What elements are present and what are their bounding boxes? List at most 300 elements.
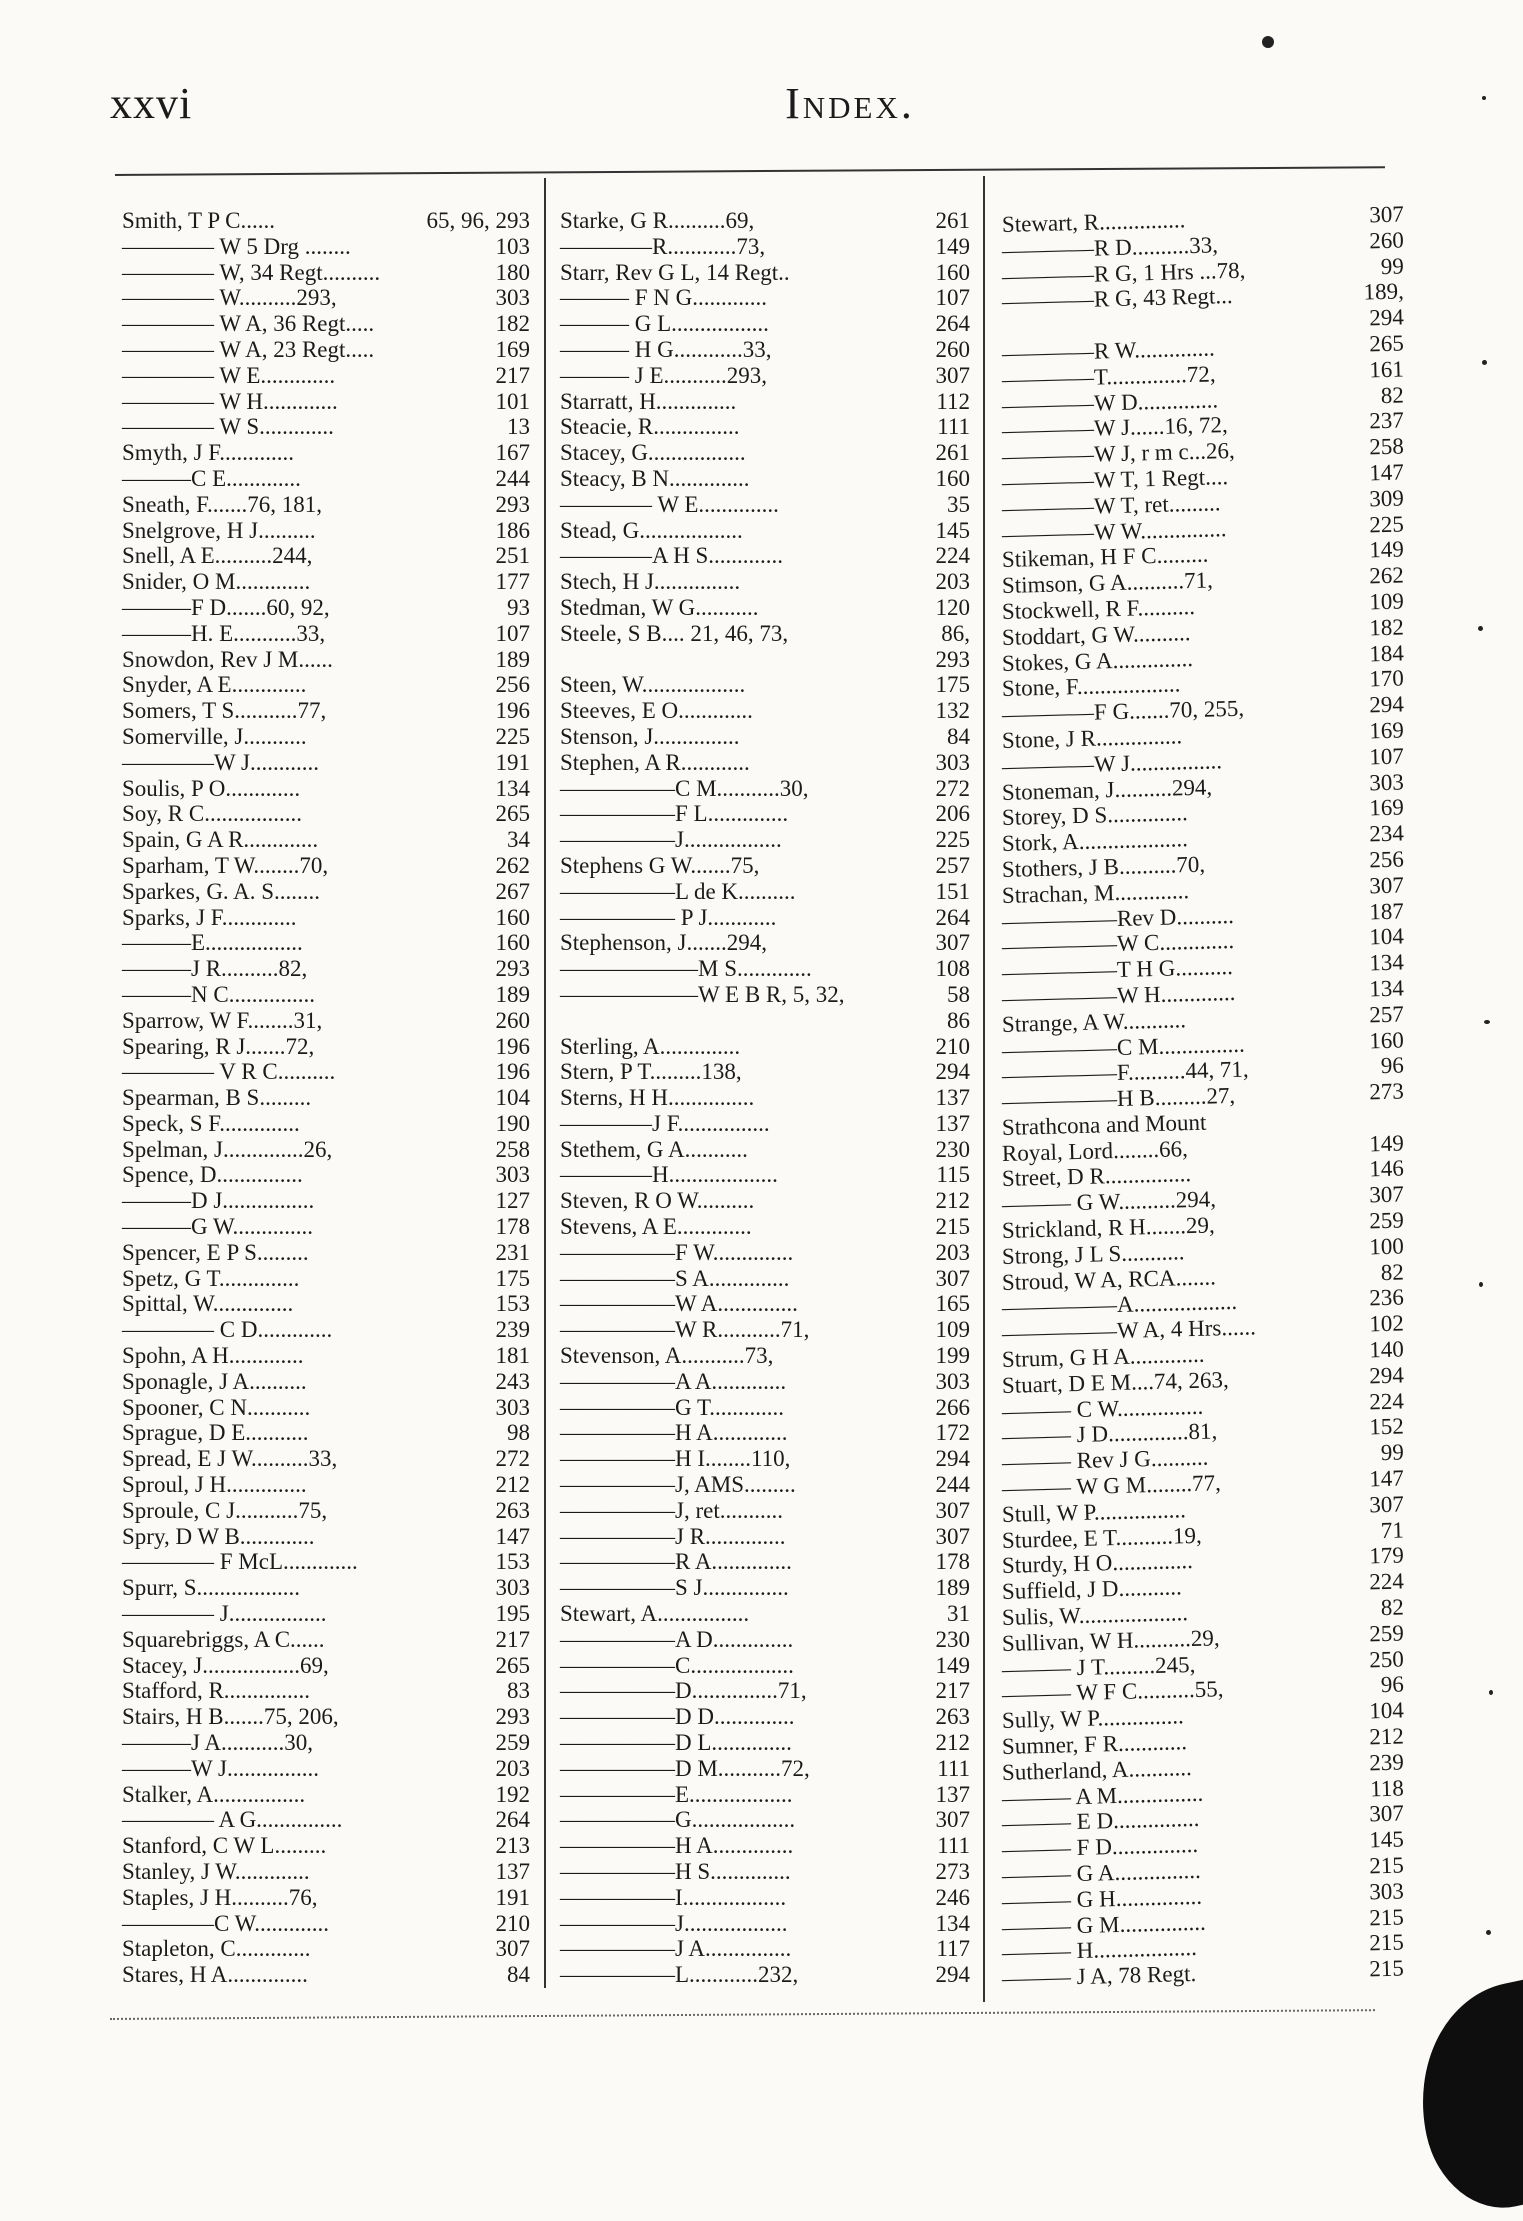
entry-name: Sully, W P...............	[1001, 1703, 1184, 1734]
entry-pages: 293	[495, 956, 530, 982]
entry-pages: 140	[1369, 1336, 1405, 1363]
entry-name: Stafford, R...............	[122, 1678, 311, 1704]
index-entry	[560, 285, 970, 311]
entry-name: ——— J E...........293,	[560, 362, 767, 388]
entry-name: Sterling, A..............	[560, 1033, 741, 1059]
index-entry	[560, 1008, 970, 1034]
entry-pages: 169	[495, 336, 530, 362]
entry-pages: 256	[495, 672, 530, 698]
index-entry	[122, 1911, 530, 1937]
entry-pages: 189	[935, 1575, 970, 1601]
index-entry	[560, 1137, 970, 1163]
entry-name: ——— G H...............	[1001, 1883, 1203, 1914]
entry-name: ——— W F C..........55,	[1001, 1676, 1224, 1708]
entry-pages: 160	[495, 904, 530, 930]
entry-name: ———J A...........30,	[122, 1730, 314, 1756]
entry-pages: 273	[935, 1859, 970, 1884]
index-entry	[560, 492, 970, 518]
entry-pages: 260	[935, 336, 970, 362]
entry-name: Snyder, A E.............	[122, 672, 307, 698]
entry-name: —————J, AMS.........	[560, 1472, 796, 1498]
entry-pages: 149	[1369, 536, 1405, 563]
index-entry	[560, 930, 970, 956]
entry-pages: 231	[495, 1239, 530, 1265]
entry-name: ———C E.............	[122, 465, 301, 491]
entry-pages: 99	[1380, 253, 1405, 279]
entry-name: Soulis, P O.............	[122, 775, 301, 801]
index-entry	[560, 234, 970, 260]
entry-name: Stethem, G A...........	[560, 1136, 748, 1162]
entry-name: ———— W S.............	[122, 414, 334, 440]
entry-pages: 137	[935, 1110, 970, 1136]
entry-pages: 181	[495, 1343, 530, 1369]
entry-name: ——— J D..............81,	[1001, 1418, 1218, 1450]
entry-pages: 172	[935, 1420, 970, 1446]
entry-name: —————H A.............	[560, 1420, 788, 1446]
entry-name: ——— E D...............	[1001, 1806, 1200, 1837]
index-entry	[122, 1498, 530, 1524]
entry-name: ———H. E...........33,	[122, 620, 326, 646]
entry-name: —————D M...........72,	[560, 1755, 810, 1781]
entry-name: ——— G A...............	[1001, 1857, 1201, 1888]
entry-pages: 147	[1369, 459, 1405, 486]
entry-pages: 100	[1369, 1233, 1405, 1260]
entry-name: —————J A...............	[560, 1936, 792, 1962]
index-entry	[122, 1936, 530, 1962]
entry-pages: 93	[507, 594, 530, 620]
index-entry	[122, 1343, 530, 1369]
entry-name: ———— W A, 36 Regt.....	[122, 311, 375, 337]
index-entry	[560, 1730, 970, 1756]
index-entry	[122, 1472, 530, 1498]
entry-name: Snelgrove, H J..........	[122, 517, 316, 543]
entry-pages: 217	[935, 1678, 970, 1704]
entry-name: ————W J, r m c...26,	[1001, 438, 1236, 470]
entry-pages: 273	[1369, 1078, 1405, 1105]
entry-pages: 250	[1369, 1646, 1405, 1673]
index-entry	[560, 956, 970, 982]
index-entry	[560, 1704, 970, 1730]
entry-pages: 212	[935, 1188, 970, 1214]
entry-pages: 307	[935, 1265, 970, 1291]
entry-pages: 259	[1369, 1207, 1405, 1234]
index-entry	[122, 337, 530, 363]
entry-pages: 175	[495, 1265, 530, 1291]
index-entry	[122, 1524, 530, 1550]
entry-name: Steen, W..................	[560, 672, 746, 698]
entry-name: Stephen, A R............	[560, 749, 750, 775]
entry-pages: 244	[495, 465, 530, 491]
entry-name: ————F G.......70, 255,	[1001, 695, 1245, 728]
entry-name: ————W J............	[122, 749, 319, 775]
entry-pages: 137	[495, 1859, 530, 1884]
index-entry	[122, 1059, 530, 1085]
entry-name: Spittal, W..............	[122, 1291, 294, 1317]
entry-name: —————A A.............	[560, 1368, 787, 1394]
entry-pages: 259	[1369, 1620, 1405, 1647]
index-entry	[560, 1833, 970, 1859]
entry-name: Stoddart, G W..........	[1001, 619, 1191, 650]
entry-name: Sprague, D E...........	[122, 1420, 309, 1446]
index-entry	[560, 1678, 970, 1704]
entry-name: —————H A..............	[560, 1833, 794, 1859]
index-entry	[122, 1653, 530, 1679]
entry-name: ——— G W..........294,	[1001, 1186, 1217, 1218]
entry-pages: 145	[935, 517, 970, 543]
top-rule	[115, 166, 1385, 176]
entry-name: Starke, G R..........69,	[560, 208, 755, 233]
entry-name: —————L de K..........	[560, 878, 796, 904]
entry-pages: 134	[495, 775, 530, 801]
entry-name: Stone, J R...............	[1001, 723, 1183, 753]
entry-name: ————W T, ret.........	[1001, 490, 1221, 521]
entry-pages: 307	[495, 1936, 530, 1962]
entry-pages: 189	[495, 646, 530, 672]
entry-name: Strum, G H A.............	[1001, 1341, 1205, 1373]
entry-name: ————R............73,	[560, 233, 766, 259]
entry-pages: 264	[935, 904, 970, 930]
entry-pages: 196	[495, 698, 530, 724]
index-entry	[560, 389, 970, 415]
entry-pages: 99	[1380, 1439, 1405, 1466]
entry-name: Spohn, A H.............	[122, 1343, 304, 1369]
entry-pages: 196	[495, 1033, 530, 1059]
entry-pages: 265	[495, 1652, 530, 1678]
entry-name: Sneath, F.......76, 181,	[122, 491, 323, 517]
entry-name: Snowdon, Rev J M......	[122, 646, 333, 672]
entry-name: Stacey, G.................	[560, 440, 746, 466]
entry-name: Sparkes, G. A. S........	[122, 878, 321, 904]
index-entry	[560, 1782, 970, 1808]
index-entry	[122, 1678, 530, 1704]
entry-pages: 127	[495, 1188, 530, 1214]
entry-name: ——— Rev J G..........	[1001, 1444, 1209, 1476]
entry-name: Stone, F..................	[1001, 671, 1181, 702]
index-entry	[560, 1266, 970, 1292]
entry-name: ———— W E..............	[560, 491, 779, 517]
entry-pages: 293	[495, 1704, 530, 1730]
index-entry	[560, 621, 970, 647]
entry-pages: 101	[495, 388, 530, 414]
entry-name: —————G T.............	[560, 1394, 785, 1420]
index-entry	[122, 363, 530, 389]
entry-name: ———— W 5 Drg ........	[122, 233, 351, 259]
entry-pages: 307	[935, 1497, 970, 1523]
entry-name: —————J..................	[560, 1910, 788, 1936]
entry-pages: 257	[935, 852, 970, 878]
index-entry	[122, 1008, 530, 1034]
entry-pages: 230	[935, 1626, 970, 1652]
entry-pages: 169	[1369, 717, 1405, 744]
entry-pages: 303	[1369, 769, 1405, 795]
entry-pages: 31	[947, 1601, 970, 1627]
index-entry	[122, 905, 530, 931]
entry-pages: 256	[1369, 846, 1405, 873]
index-entry	[560, 1575, 970, 1601]
entry-name: ————A H S.............	[560, 543, 783, 569]
entry-name: ———F D.......60, 92,	[122, 594, 330, 620]
index-entry	[122, 1085, 530, 1111]
entry-name: ———N C...............	[122, 981, 315, 1007]
entry-name: Sumner, F R............	[1001, 1729, 1188, 1760]
entry-pages: 307	[1369, 1491, 1405, 1518]
index-entry	[122, 621, 530, 647]
entry-pages: 96	[1380, 1052, 1405, 1079]
index-entry	[122, 1601, 530, 1627]
entry-pages: 265	[495, 801, 530, 827]
entry-pages: 134	[1369, 975, 1405, 1002]
entry-pages: 196	[495, 1059, 530, 1085]
entry-pages: 169	[1369, 794, 1405, 821]
entry-pages: 187	[1369, 897, 1405, 924]
entry-name: Starratt, H..............	[560, 388, 737, 414]
entry-name: ——————M S.............	[560, 956, 812, 982]
entry-pages: 212	[495, 1472, 530, 1498]
entry-pages: 294	[1369, 1362, 1405, 1389]
entry-pages: 153	[495, 1291, 530, 1317]
entry-name: ———— A G...............	[122, 1807, 343, 1833]
entry-pages: 293	[495, 491, 530, 517]
entry-pages: 259	[495, 1730, 530, 1756]
entry-name: ———— F McL.............	[122, 1549, 358, 1575]
entry-pages: 215	[935, 1214, 970, 1240]
entry-pages: 170	[1369, 665, 1405, 692]
entry-name: Stephens G W.......75,	[560, 852, 760, 878]
entry-pages: 104	[1369, 923, 1405, 950]
entry-name: —————A..................	[1001, 1289, 1238, 1321]
entry-name: ————T..............72,	[1001, 361, 1216, 392]
index-entry	[560, 801, 970, 827]
entry-name: Strathcona and Mount	[1001, 1109, 1207, 1140]
entry-pages: 153	[495, 1549, 530, 1575]
index-entry	[560, 1807, 970, 1833]
entry-pages: 118	[1369, 1775, 1405, 1801]
index-entry	[560, 1627, 970, 1653]
entry-pages: 261	[935, 440, 970, 466]
entry-pages: 175	[935, 672, 970, 698]
entry-pages: 225	[1369, 511, 1405, 537]
entry-name: ——— G M...............	[1001, 1909, 1207, 1940]
entry-name: Sparham, T W........70,	[122, 852, 329, 878]
entry-pages: 160	[935, 259, 970, 285]
index-entry	[122, 930, 530, 956]
entry-pages: 307	[1369, 1800, 1405, 1827]
index-entry	[560, 1291, 970, 1317]
entry-name: Sproule, C J...........75,	[122, 1497, 328, 1523]
entry-pages: 117	[936, 1936, 970, 1962]
index-entry	[122, 569, 530, 595]
entry-name: Street, D R...............	[1001, 1161, 1192, 1192]
entry-pages: 224	[1369, 1388, 1405, 1415]
entry-name: —————I..................	[560, 1884, 787, 1910]
index-column-1	[122, 208, 530, 1988]
index-entry	[560, 414, 970, 440]
entry-name: Suffield, J D...........	[1001, 1574, 1183, 1605]
entry-name: —————W R...........71,	[560, 1317, 810, 1343]
index-entry	[560, 1343, 970, 1369]
entry-name: Stech, H J...............	[560, 569, 741, 595]
index-entry	[560, 1653, 970, 1679]
entry-name: Sponagle, J A..........	[122, 1368, 307, 1394]
entry-name: Spry, D W B.............	[122, 1523, 315, 1549]
entry-pages: 217	[495, 362, 530, 388]
entry-name: ——— J T.........245,	[1001, 1651, 1196, 1682]
entry-name: Steeves, E O.............	[560, 698, 753, 724]
entry-name: —————C M...............	[1001, 1031, 1246, 1063]
index-entry	[122, 1962, 530, 1988]
running-head: Index.	[785, 79, 915, 128]
entry-pages: 203	[495, 1755, 530, 1781]
entry-pages: 177	[495, 569, 530, 595]
entry-pages: 96	[1380, 1671, 1405, 1698]
index-entry	[560, 1188, 970, 1214]
index-entry	[560, 1446, 970, 1472]
index-entry	[122, 234, 530, 260]
entry-name: Stevenson, A...........73,	[560, 1343, 774, 1369]
entry-pages: 182	[1369, 614, 1405, 641]
entry-name: ——— W G M........77,	[1001, 1470, 1222, 1502]
entry-name: Stewart, R...............	[1001, 207, 1186, 237]
entry-name: ———— W E.............	[122, 362, 336, 388]
entry-pages: 149	[935, 233, 970, 259]
entry-pages: 83	[507, 1678, 530, 1704]
entry-pages: 160	[1369, 1026, 1405, 1053]
index-entry	[122, 1111, 530, 1137]
entry-pages: 137	[935, 1085, 970, 1111]
entry-pages: 258	[1369, 433, 1405, 460]
index-entry	[122, 1137, 530, 1163]
entry-pages: 191	[495, 1884, 530, 1910]
entry-name: Stuart, D E M....74, 263,	[1001, 1366, 1230, 1398]
index-entry	[122, 1214, 530, 1240]
entry-name: ——————W E B R, 5, 32,	[560, 981, 845, 1007]
entry-pages: 189,	[1363, 278, 1405, 305]
index-entry	[122, 1782, 530, 1808]
entry-pages: 109	[1369, 588, 1405, 615]
entry-name: Snell, A E..........244,	[122, 543, 313, 569]
entry-pages: 263	[495, 1497, 530, 1523]
entry-pages: 13	[507, 414, 530, 440]
index-entry	[560, 1524, 970, 1550]
entry-pages: 192	[495, 1781, 530, 1807]
index-entry	[122, 1549, 530, 1575]
entry-pages: 224	[935, 543, 970, 569]
entry-pages: 98	[507, 1420, 530, 1446]
entry-pages: 134	[1369, 949, 1405, 976]
index-entry	[560, 1162, 970, 1188]
entry-pages: 195	[495, 1601, 530, 1627]
entry-pages: 111	[937, 414, 970, 440]
index-entry	[560, 543, 970, 569]
entry-name: —————W A, 4 Hrs......	[1001, 1314, 1257, 1347]
entry-name: Stimson, G A..........71,	[1001, 567, 1214, 599]
entry-name: Strachan, M.............	[1001, 877, 1190, 908]
entry-name: Sproul, J H..............	[122, 1472, 307, 1498]
entry-pages: 107	[935, 285, 970, 311]
index-entry	[560, 1885, 970, 1911]
index-entry	[122, 1034, 530, 1060]
entry-pages: 137	[935, 1781, 970, 1807]
entry-name: Sparks, J F.............	[122, 904, 297, 930]
index-entry	[560, 1111, 970, 1137]
entry-pages: 246	[935, 1884, 970, 1910]
scan-shadow	[1399, 1969, 1523, 2221]
index-entry	[122, 879, 530, 905]
index-entry	[122, 1420, 530, 1446]
index-entry	[560, 569, 970, 595]
entry-pages: 86,	[941, 620, 970, 646]
entry-name: Snider, O M.............	[122, 569, 311, 595]
index-entry	[560, 827, 970, 853]
index-entry	[122, 208, 530, 234]
index-entry	[560, 672, 970, 698]
entry-name: —————F..........44, 71,	[1001, 1056, 1249, 1089]
index-entry	[122, 492, 530, 518]
entry-name: ————W J................	[1001, 747, 1223, 779]
entry-pages: 165	[935, 1291, 970, 1317]
entry-pages: 35	[947, 491, 970, 517]
index-entry	[560, 1420, 970, 1446]
index-entry	[560, 337, 970, 363]
index-entry	[122, 1395, 530, 1421]
entry-pages: 303	[935, 1368, 970, 1394]
entry-name: ———W J................	[122, 1755, 319, 1781]
index-entry	[122, 311, 530, 337]
entry-pages: 262	[495, 852, 530, 878]
index-entry	[560, 1059, 970, 1085]
entry-pages: 215	[1369, 1955, 1405, 1982]
entry-name: —————D L..............	[560, 1730, 792, 1756]
entry-name: —————D D..............	[560, 1704, 795, 1730]
entry-name: Sterns, H H...............	[560, 1085, 755, 1111]
entry-pages: 178	[935, 1549, 970, 1575]
entry-pages: 307	[935, 1523, 970, 1549]
entry-pages: 160	[495, 930, 530, 956]
index-entry	[122, 414, 530, 440]
entry-name: Sturdy, H O..............	[1001, 1548, 1194, 1579]
index-entry	[560, 1317, 970, 1343]
index-entry	[122, 1807, 530, 1833]
entry-pages: 239	[495, 1317, 530, 1343]
entry-name: Stevens, A E.............	[560, 1214, 752, 1240]
index-entry	[122, 1575, 530, 1601]
index-entry	[122, 776, 530, 802]
entry-pages: 309	[1369, 485, 1405, 512]
page-folio: xxvi	[110, 79, 193, 128]
entry-pages: 215	[1369, 1929, 1405, 1956]
entry-pages: 104	[1369, 1697, 1405, 1724]
entry-name: Stern, P T.........138,	[560, 1059, 742, 1085]
index-entry	[122, 1627, 530, 1653]
entry-name: Staples, J H..........76,	[122, 1884, 318, 1910]
entry-pages: 58	[947, 981, 970, 1007]
entry-name: —————W H.............	[1001, 979, 1236, 1011]
entry-pages: 303	[495, 285, 530, 311]
entry-name: ———J R..........82,	[122, 956, 308, 982]
index-entry	[122, 1446, 530, 1472]
entry-name: ———— V R C..........	[122, 1059, 336, 1085]
index-entry	[122, 956, 530, 982]
entry-name: ————R G, 1 Hrs ...78,	[1001, 257, 1246, 289]
entry-pages: 180	[495, 259, 530, 285]
entry-pages: 294	[935, 1962, 970, 1988]
entry-name: Speck, S F..............	[122, 1110, 300, 1136]
index-entry	[560, 595, 970, 621]
index-entry	[122, 1266, 530, 1292]
entry-name: ———— W..........293,	[122, 285, 337, 311]
entry-name: Stacey, J.................69,	[122, 1652, 329, 1678]
entry-name: —————F W..............	[560, 1239, 794, 1265]
